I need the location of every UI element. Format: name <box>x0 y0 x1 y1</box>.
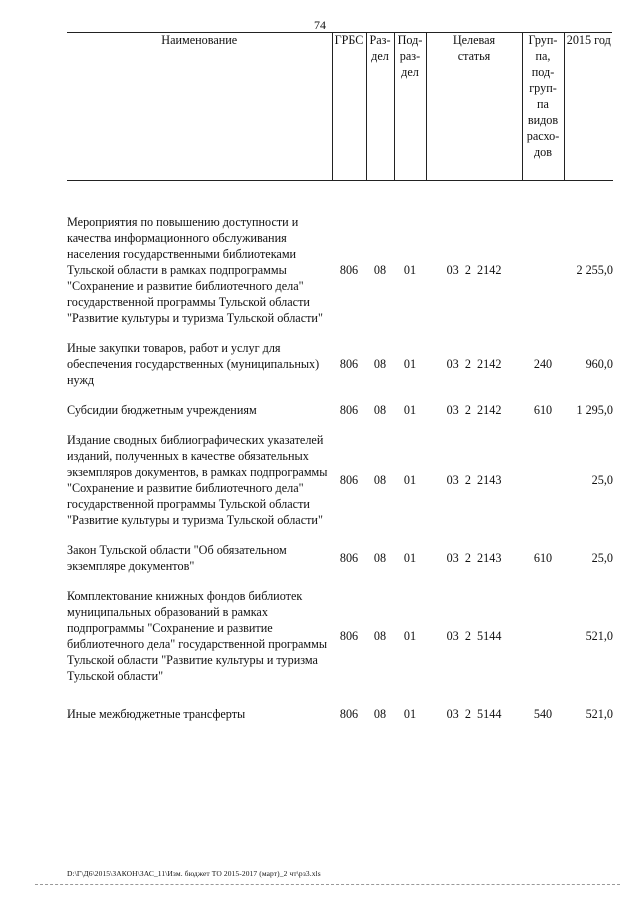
spacer <box>67 388 613 402</box>
row-name: Мероприятия по повышению доступности и качества информационного обслуживания населения государственными библиотеками Тульской области в рамках подпрограммы "Сохранение и развитие библиотечного дела" государственной программы Тульской области "Развитие культуры и туризма Тульской области" <box>67 215 323 325</box>
row-podrazdel: 01 <box>403 263 417 277</box>
header-gruppa-vidov-rashodov: Груп- па, под- груп- па видов расхо- дов <box>522 32 564 180</box>
header-podrazdel: Под- раз- дел <box>394 32 426 180</box>
header-year-2015: 2015 год <box>564 32 613 180</box>
row-podrazdel: 01 <box>403 707 417 721</box>
row-grbs: 806 <box>339 357 359 371</box>
header-grbs: ГРБС <box>332 32 366 180</box>
row-name: Закон Тульской области "Об обязательном экземпляре документов" <box>67 543 287 573</box>
row-vid-rashodov: 540 <box>533 707 553 721</box>
row-sum: 521,0 <box>585 707 613 721</box>
spacer <box>67 180 613 214</box>
row-name: Субсидии бюджетным учреждениям <box>67 403 257 417</box>
row-celevaya: 03 2 2142 <box>446 357 502 371</box>
table-row <box>67 542 613 574</box>
row-razdel: 08 <box>373 629 387 643</box>
row-name: Иные закупки товаров, работ и услуг для обеспечения государственных (муниципальных) нужд <box>67 341 320 387</box>
header-celevaya-statya: Целевая статья <box>426 32 522 180</box>
row-celevaya: 03 2 2143 <box>446 473 502 487</box>
table-row <box>67 214 613 326</box>
row-podrazdel: 01 <box>403 403 417 417</box>
row-celevaya: 03 2 5144 <box>446 629 502 643</box>
table-row <box>67 402 613 418</box>
row-podrazdel: 01 <box>403 551 417 565</box>
row-grbs: 806 <box>339 707 359 721</box>
budget-table <box>67 32 613 722</box>
row-vid-rashodov <box>522 432 564 528</box>
spacer <box>67 326 613 340</box>
row-grbs: 806 <box>339 263 359 277</box>
row-vid-rashodov: 240 <box>533 357 553 371</box>
row-grbs: 806 <box>339 629 359 643</box>
row-name: Комплектование книжных фондов библиотек муниципальных образований в рамках подпрограммы "Сохранение и развитие библиотечного дела" государственной программы Тульской области "Развитие культуры и туризма Тульской области" <box>67 589 328 683</box>
row-razdel: 08 <box>373 263 387 277</box>
row-vid-rashodov: 610 <box>533 403 553 417</box>
row-razdel: 08 <box>373 707 387 721</box>
row-vid-rashodov: 610 <box>533 551 553 565</box>
spacer <box>67 684 613 706</box>
row-podrazdel: 01 <box>403 473 417 487</box>
header-row <box>67 32 613 180</box>
spacer <box>67 574 613 588</box>
page-number: 74 <box>314 18 326 32</box>
row-sum: 2 255,0 <box>576 263 613 277</box>
row-podrazdel: 01 <box>403 357 417 371</box>
table-row <box>67 340 613 388</box>
row-sum: 960,0 <box>585 357 613 371</box>
table-row <box>67 588 613 684</box>
row-sum: 521,0 <box>585 629 613 643</box>
row-celevaya: 03 2 5144 <box>446 707 502 721</box>
table-row <box>67 432 613 528</box>
header-name: Наименование <box>67 32 332 180</box>
row-name: Издание сводных библиографических указателей изданий, полученных в качестве обязательных экземпляров документов, в рамках подпрограммы "Сохранение и развитие библиотечного дела" государственной программы Тульской области "Развитие культуры и туризма Тульской области" <box>67 433 328 527</box>
table-row <box>67 706 613 722</box>
row-grbs: 806 <box>339 473 359 487</box>
row-grbs: 806 <box>339 403 359 417</box>
row-sum: 25,0 <box>591 473 613 487</box>
row-name: Иные межбюджетные трансферты <box>67 707 246 721</box>
row-celevaya: 03 2 2143 <box>446 551 502 565</box>
row-vid-rashodov <box>522 588 564 684</box>
row-vid-rashodov <box>522 214 564 326</box>
row-razdel: 08 <box>373 403 387 417</box>
spacer <box>67 418 613 432</box>
file-path-footer: D:\Г\Д6\2015\ЗАКОН\ЗАС_11\Изм. бюджет ТО 2015-2017 (март)_2 чт\рз3.xls <box>67 869 321 878</box>
row-celevaya: 03 2 2142 <box>446 403 502 417</box>
row-sum: 1 295,0 <box>576 403 613 417</box>
row-razdel: 08 <box>373 551 387 565</box>
spacer <box>67 528 613 542</box>
row-razdel: 08 <box>373 473 387 487</box>
row-podrazdel: 01 <box>403 629 417 643</box>
footer-divider <box>35 884 620 885</box>
header-razdel: Раз- дел <box>366 32 394 180</box>
row-celevaya: 03 2 2142 <box>446 263 502 277</box>
row-razdel: 08 <box>373 357 387 371</box>
row-grbs: 806 <box>339 551 359 565</box>
row-sum: 25,0 <box>591 551 613 565</box>
